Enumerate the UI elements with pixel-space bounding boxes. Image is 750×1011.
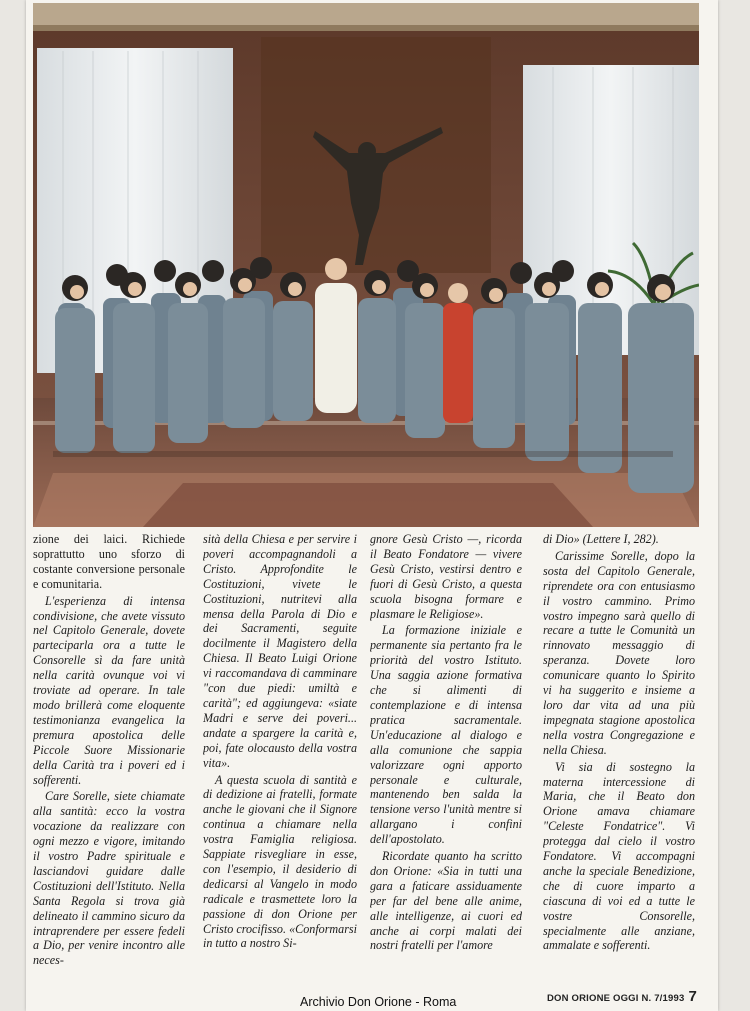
paragraph: Carissime Sorelle, dopo la sosta del Capitolo Generale, riprendete ora con entusiasmo il vostro cammino. Primo vostro impegno sarà quello di recare a tutte le Comunità un rinnovato messaggio di speranza. Dovete loro comunicare quanto lo Spirito vi ha suggerito e insieme a loro dar vita ad una più impegnata stagione apostolica nella vostra Congregazione e nella Chiesa. — [543, 548, 695, 757]
paragraph: Ricordate quanto ha scritto don Orione: «Sia in tutti una gara a faticare assiduamente per far del bene alle anime, alle intelligenze, ai cuori ed anche ai corpi malati dei nostri fratelli per l'amore — [370, 849, 522, 953]
paragraph: L'esperienza di intensa condivisione, che avete vissuto nel Capitolo Generale, dovete parteciparla ora a tutte le Consorelle sì da fare unità nella carità ovunque voi vi troviate ad operare. In tale modo brillerà come eloquente testimonianza evangelica la premura apostolica delle Piccole Suore Missionarie della Carità tra i poveri ed i sofferenti. — [33, 593, 185, 787]
page-number: 7 — [688, 988, 697, 1005]
paragraph: zione dei laici. Richiede soprattutto uno sforzo di costante conversione personale e comunitaria. — [33, 532, 185, 591]
paragraph: La formazione iniziale e permanente sia pertanto fra le priorità del vostro Istituto. Una saggia azione formativa che si alimenti di contemplazione e di intensa pratica sacramentale. Un'educazione al dialogo e alla comunione che sappia valorizzare ogni apporto personale e culturale, mantenendo ben salda la tensione verso l'unità mentre si allargano i confini dell'apostolato. — [370, 623, 522, 847]
paragraph: di Dio» (Lettere I, 282). — [543, 532, 659, 546]
group-photo — [33, 3, 699, 527]
paragraph: gnore Gesù Cristo —, ricorda il Beato Fondatore — vivere Gesù Cristo, vestirsi dentro e fuori di Gesù Cristo, a questa scuola bisogna formare e plasmare le Religiose». — [370, 532, 522, 621]
paragraph: A questa scuola di santità e di dedizione ai fratelli, formate anche le giovani che il Signore continua a chiamare nella vostra Famiglia religiosa. Sappiate risvegliare in esse, con l'esempio, il desiderio di dedicarsi al Vangelo in modo radicale e trasmettete loro la passione di don Orione per Cristo crocifisso. «Conformarsi in tutto a nostro Si- — [203, 772, 357, 951]
text-column-3 — [370, 532, 522, 974]
group-photo-drawing — [33, 3, 699, 527]
text-column-4 — [543, 532, 695, 974]
magazine-issue: DON ORIONE OGGI N. 7/1993 — [546, 993, 685, 1004]
archive-credit: Archivio Don Orione - Roma — [300, 995, 457, 1009]
text-column-2 — [203, 532, 357, 974]
paragraph: sità della Chiesa e per servire i poveri accompagnandoli a Cristo. Approfondite le Costituzioni, vivete le Costituzioni, nutritevi alla mensa della Parola di Dio e dei Sacramenti, seguite docilmente il Magistero della Chiesa. Il Beato Luigi Orione vi raccomandava di camminare "con due piedi: umiltà e carità"; ed aggiungeva: «siate Madri e serve dei poveri... andate a spargere la carità e, poi, fate olocausto della vostra vita». — [203, 532, 357, 770]
text-column-1 — [33, 532, 185, 974]
paragraph: Care Sorelle, siete chiamate alla santità: ecco la vostra vocazione da realizzare con ogni mezzo e vigore, imitando il vostro Padre spirituale e lasciandovi guidare dalle Costituzioni dell'Istituto. Nella Santa Regola si trova già delineato il cammino sicuro da intraprendere per essere fedeli a Dio, per venire incontro alle neces- — [33, 789, 185, 968]
paragraph: Vi sia di sostegno la materna intercessione di Maria, che il Beato don Orione amava chiamare "Celeste Fondatrice". Vi protegga dal cielo il vostro Fondatore. Vi accompagni anche la speciale Benedizione, che di cuore imparto a ciascuna di voi ed a tutte le vostre Consorelle, specialmente alle anziane, ammalate e sofferenti. — [543, 759, 695, 953]
page-folio — [547, 988, 697, 1005]
